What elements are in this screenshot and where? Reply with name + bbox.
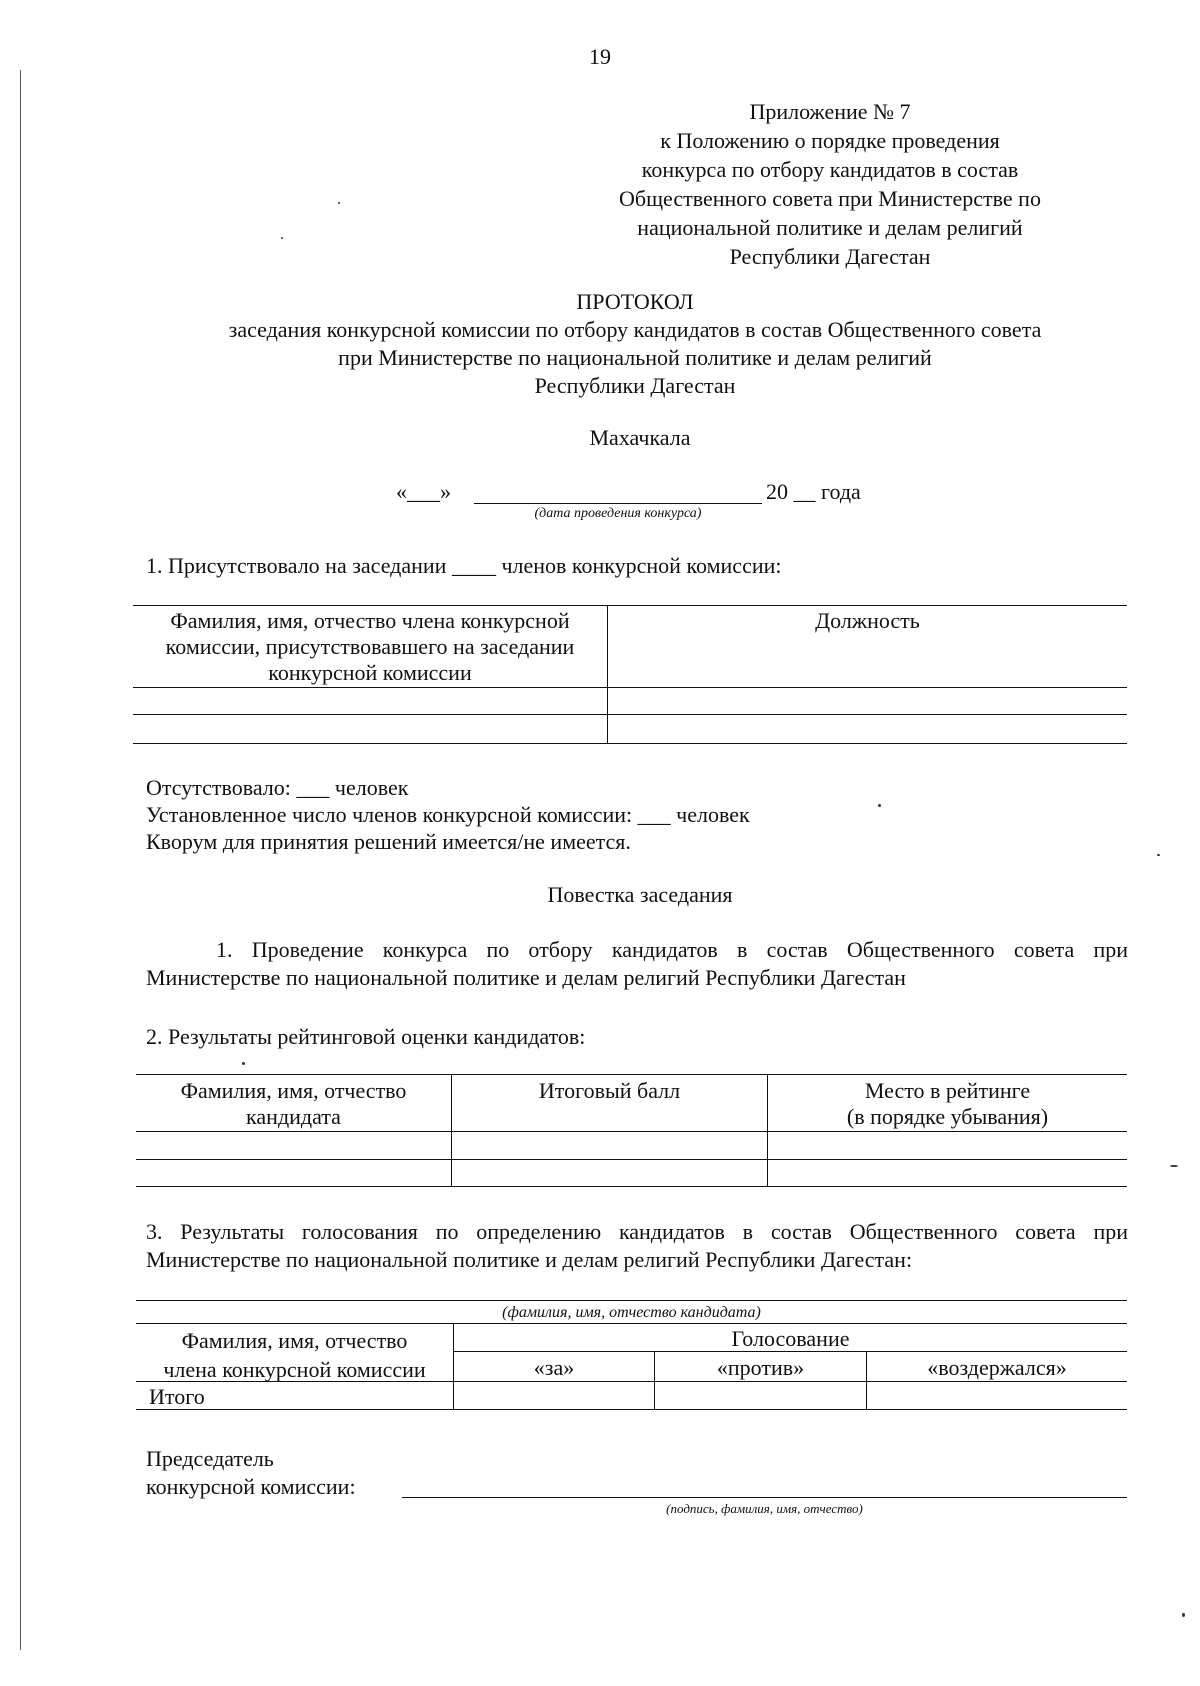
- table-header-abstained: «воздержался»: [927, 1355, 1067, 1380]
- table-header-member-name: [133, 608, 607, 686]
- appendix-line: национальной политике и делам религий: [637, 215, 1023, 240]
- date-year-field: 20 __ года: [766, 479, 861, 504]
- header-line: комиссии, присутствовавшего на заседании: [165, 634, 575, 659]
- table-header-candidate-name: [136, 1078, 451, 1130]
- table-rule: [133, 605, 1127, 606]
- header-line: кандидата: [246, 1104, 341, 1129]
- city: Махачкала: [589, 425, 691, 450]
- appendix-line: конкурса по отбору кандидатов в состав: [641, 157, 1019, 182]
- scan-speck: [1157, 854, 1160, 856]
- protocol-subtitle-line: Республики Дагестан: [534, 373, 736, 398]
- appendix-line: Республики Дагестан: [729, 244, 931, 269]
- header-line: Фамилия, имя, отчество: [180, 1078, 407, 1103]
- candidate-caption: (фамилия, имя, отчество кандидата): [502, 1304, 761, 1321]
- protocol-subtitle-line: заседания конкурсной комиссии по отбору кандидатов в состав Общественного совета: [228, 317, 1042, 342]
- table-header-final-score: Итоговый балл: [538, 1078, 681, 1103]
- established-count: Установленное число членов конкурсной комиссии: ___ человек: [146, 802, 750, 827]
- total-row-label: Итого: [149, 1384, 205, 1409]
- scan-speck: [1182, 1613, 1185, 1617]
- quorum-status: Кворум для принятия решений имеется/не имеется.: [146, 829, 631, 854]
- candidate-name-line: [136, 1300, 1127, 1301]
- page-left-edge-line: [20, 70, 21, 1650]
- section3-text: [146, 1218, 1128, 1274]
- signature-label: [146, 1445, 356, 1501]
- section1-text: 1. Присутствовало на заседании ____ членов конкурсной комиссии:: [146, 553, 782, 578]
- scan-speck: [1170, 1165, 1178, 1167]
- header-line: Фамилия, имя, отчество: [181, 1328, 408, 1353]
- signature-label-line: Председатель: [146, 1446, 274, 1471]
- page-number: 19: [589, 44, 611, 69]
- signature-caption: (подпись, фамилия, имя, отчество): [666, 1501, 863, 1516]
- agenda-line: 1. Проведение конкурса по отбору кандидатов в состав Общественного совета при: [216, 937, 1128, 962]
- section2-text: 2. Результаты рейтинговой оценки кандидатов:: [146, 1024, 586, 1049]
- table-rule: [133, 743, 1127, 744]
- table-rule: [133, 714, 1127, 715]
- header-line: конкурсной комиссии: [268, 660, 472, 685]
- scan-speck: [242, 1062, 245, 1065]
- table-header-rating-place: [768, 1078, 1127, 1130]
- appendix-line: Приложение № 7: [749, 99, 911, 124]
- protocol-title-block: [130, 288, 1140, 400]
- scan-speck: [338, 202, 340, 204]
- date-blank-line: [474, 503, 762, 504]
- protocol-heading: ПРОТОКОЛ: [576, 289, 694, 314]
- table-rule: [136, 1323, 1127, 1324]
- attendance-block: [146, 774, 750, 855]
- header-line: Фамилия, имя, отчество члена конкурсной: [170, 608, 570, 633]
- header-line: члена конкурсной комиссии: [163, 1357, 426, 1382]
- scan-speck: [281, 237, 283, 239]
- table-rule: [136, 1159, 1127, 1160]
- table-rule: [136, 1074, 1127, 1075]
- signature-label-line: конкурсной комиссии:: [146, 1474, 356, 1499]
- agenda-line: Министерстве по национальной политике и делам религий Республики Дагестан: [146, 965, 906, 990]
- table-header-position: Должность: [815, 608, 920, 633]
- scan-speck: [878, 804, 881, 807]
- date-caption: (дата проведения конкурса): [534, 506, 702, 521]
- appendix-line: Общественного совета при Министерстве по: [619, 186, 1041, 211]
- agenda-heading: Повестка заседания: [547, 882, 733, 907]
- table-rule: [136, 1186, 1127, 1187]
- protocol-subtitle-line: при Министерстве по национальной политике и делам религий: [338, 345, 932, 370]
- table-header-against: «против»: [716, 1355, 805, 1380]
- header-line: Место в рейтинге: [864, 1078, 1031, 1103]
- appendix-line: к Положению о порядке проведения: [660, 128, 1000, 153]
- header-line: (в порядке убывания): [846, 1104, 1049, 1129]
- table-header-member-name: [136, 1326, 453, 1384]
- appendix-block: [600, 97, 1060, 271]
- date-day-field: «___»: [396, 479, 451, 504]
- table-header-voting: Голосование: [731, 1326, 850, 1351]
- table-rule: [136, 1409, 1127, 1410]
- section3-line: 3. Результаты голосования по определению кандидатов в состав Общественного совета при: [146, 1219, 1128, 1244]
- table-rule: [133, 687, 1127, 688]
- table-rule: [136, 1131, 1127, 1132]
- agenda-item-1: [146, 936, 1128, 992]
- table-header-for: «за»: [533, 1355, 575, 1380]
- section3-line: Министерстве по национальной политике и делам религий Республики Дагестан:: [146, 1247, 913, 1272]
- absent-count: Отсутствовало: ___ человек: [146, 775, 409, 800]
- signature-line: [402, 1497, 1127, 1498]
